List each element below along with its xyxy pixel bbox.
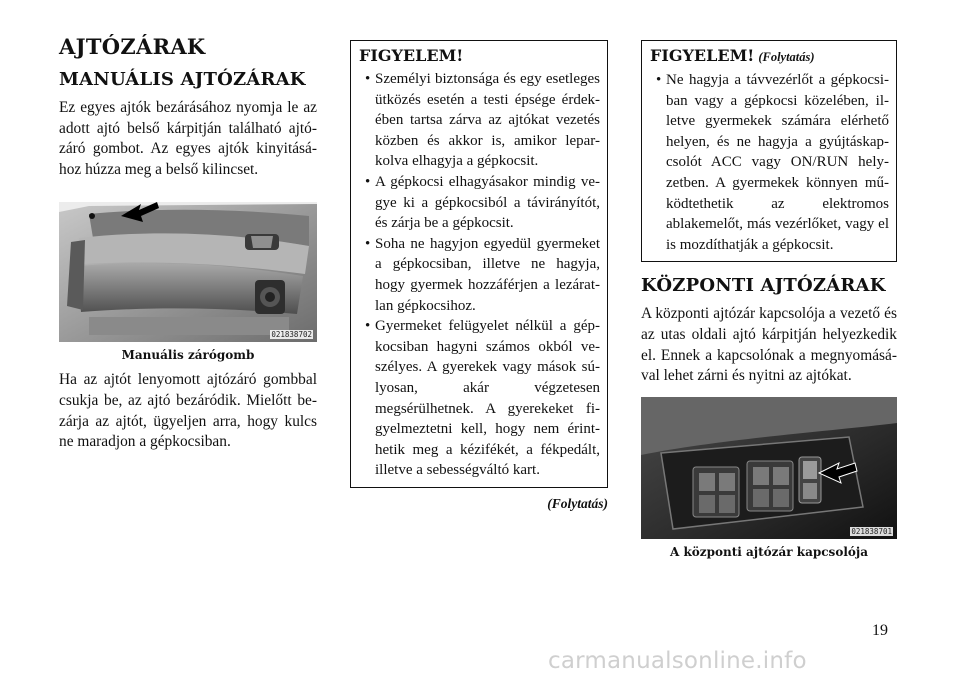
section-heading-central-locks: KÖZPONTI AJTÓZÁRAK [641, 275, 886, 297]
warning-item: • A gépkocsi elhagyásakor mindig ve- gye ki a gépkocsiból a távirányítót, és zárja be a gépkocsit. [359, 172, 600, 234]
figure-caption-central-lock: A központi ajtózár kapcsolója [670, 544, 868, 559]
warning-item: • Soha ne hagyjon egyedül gyermeket a gépkocsiban, illetve ne hagyja, hogy gyermek hozzáférjen a lezárat- lan gépkocsihoz. [359, 234, 600, 316]
figure-manual-lock-button [59, 202, 317, 342]
page-number: 19 [872, 622, 888, 639]
warning-item: • Személyi biztonsága és egy esetleges ütközés esetén a testi épsége érdek- ében tartsa zárva az ajtókat vezetés közben és akkor is, amikor lepar- kolva elhagyja a gépkocsit. [359, 69, 600, 172]
warning-box-continued [641, 40, 897, 262]
section-heading-manual-locks: MANUÁLIS AJTÓZÁRAK [59, 69, 306, 90]
page-title: AJTÓZÁRAK [59, 34, 206, 59]
column-left [59, 34, 317, 453]
warning-list [650, 70, 889, 255]
door-switch-panel-illustration [641, 397, 897, 539]
warning-item: • Gyermeket felügyelet nélkül a gép- kocsiban hagyni számos okból ve- szélyes. A gyerekek vagy mások sú- lyosan, akár végzetesen megsérülhetnek. A gyerekeket fi- gyelmeztetni kell, hogy nem érint- hetik meg a kézifékét, a fékpedált, illetve a sebességváltó kart. [359, 316, 600, 481]
warning-item: • Ne hagyja a távvezérlőt a gépkocsi- ban vagy a gépkocsi közelében, il- letve gyermekek számára elérhető helyen, és ne hagyja a gyújtáskap- csolót ACC vagy ON/RUN hely- zetben. A gyermekek könnyen mű- ködtethetik az elektromos ablakemelőt, más vezérlőket, vagy el is mozdíthatják a gépkocsit. [650, 70, 889, 255]
warning-list [359, 69, 600, 481]
paragraph-manual-locks-note: Ha az ajtót lenyomott ajtózáró gombbal csukja be, az ajtó bezáródik. Mielőtt be- zárja az ajtót, ügyeljen arra, hogy kulcs ne maradjon a gépkocsiban. [59, 371, 317, 451]
warning-continued-label: (Folytatás) [758, 50, 815, 64]
watermark: carmanualsonline.info [548, 648, 807, 674]
continued-label: (Folytatás) [547, 495, 608, 511]
warning-title: FIGYELEM! [359, 46, 464, 65]
image-code: 021838702 [271, 330, 312, 340]
warning-title [650, 45, 889, 68]
figure-caption-manual-lock: Manuális zárógomb [121, 348, 255, 363]
column-middle [350, 40, 608, 512]
figure-central-lock-switch [641, 397, 897, 539]
column-right [641, 40, 897, 567]
paragraph-central-locks: A központi ajtózár kapcsolója a vezető és az utas oldali ajtó kárpitján helyezkedik el. Ennek a kapcsolónak a megnyomásá- val lehet zárni és nyitni az ajtókat. [641, 305, 897, 385]
paragraph-manual-locks-intro: Ez egyes ajtók bezárásához nyomja le az adott ajtó belső kárpitján található ajtó- záró gombot. Az egyes ajtók kinyitásá- hoz húzza meg a belső kilincset. [59, 99, 317, 178]
warning-box [350, 40, 608, 488]
warning-title-text: FIGYELEM! [650, 46, 755, 65]
image-code: 021838701 [851, 526, 892, 536]
door-panel-illustration [59, 202, 317, 342]
